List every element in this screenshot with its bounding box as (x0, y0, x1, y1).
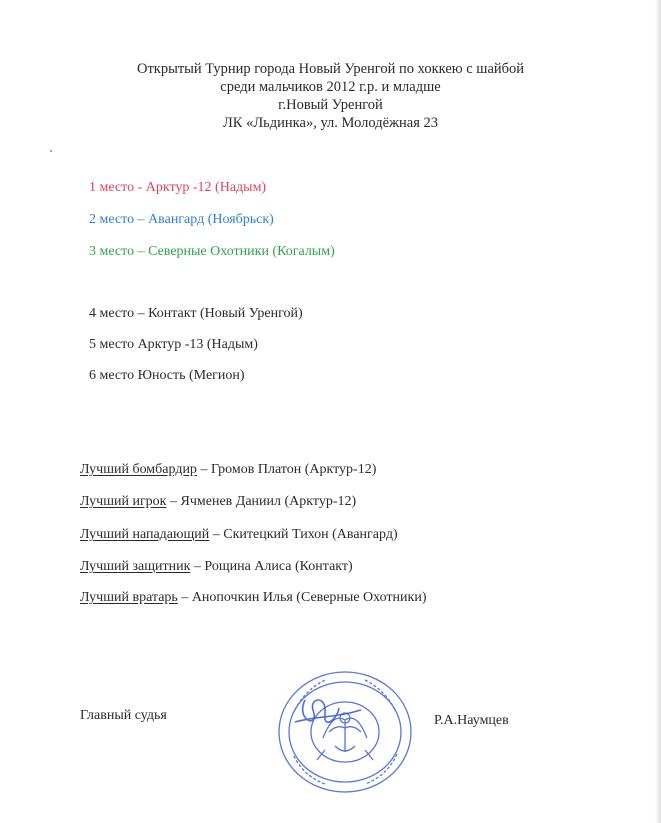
chief-judge-label: Главный судья (80, 708, 167, 723)
award-title: Лучший вратарь (80, 590, 178, 605)
award-winner: – Рощина Алиса (Контакт) (190, 559, 353, 574)
scan-dot (50, 150, 52, 152)
award-best-scorer (80, 462, 376, 478)
award-best-goalie (80, 590, 426, 606)
header-line-2: среди мальчиков 2012 г.р. и младше (220, 79, 441, 95)
official-stamp (265, 660, 425, 800)
document-header (0, 60, 661, 132)
award-best-defender (80, 559, 353, 575)
award-title: Лучший нападающий (80, 527, 210, 542)
award-winner: – Анопочкин Илья (Северные Охотники) (177, 590, 427, 605)
place-2: 2 место – Авангард (Ноябрьск) (89, 212, 274, 227)
place-3: 3 место – Северные Охотники (Когалым) (89, 244, 335, 259)
award-winner: – Громов Платон (Арктур-12) (196, 462, 377, 477)
place-6: 6 место Юность (Мегион) (89, 368, 245, 383)
chief-judge-name: Р.А.Наумцев (434, 713, 509, 728)
award-title: Лучший бомбардир (80, 462, 197, 477)
award-winner: – Скитецкий Тихон (Авангард) (209, 527, 398, 542)
header-line-3: г.Новый Уренгой (278, 97, 383, 113)
header-line-4: ЛК «Льдинка», ул. Молодёжная 23 (222, 115, 439, 131)
place-5: 5 место Арктур -13 (Надым) (89, 337, 258, 352)
award-title: Лучший игрок (80, 494, 167, 509)
place-1: 1 место - Арктур -12 (Надым) (89, 180, 267, 195)
award-best-player (80, 494, 356, 510)
header-line-1: Открытый Турнир города Новый Уренгой по хоккею с шайбой (136, 61, 525, 77)
place-4: 4 место – Контакт (Новый Уренгой) (89, 306, 303, 321)
award-winner: – Ячменев Даниил (Арктур-12) (166, 494, 357, 509)
award-best-forward (80, 527, 398, 543)
award-title: Лучший защитник (80, 559, 191, 574)
